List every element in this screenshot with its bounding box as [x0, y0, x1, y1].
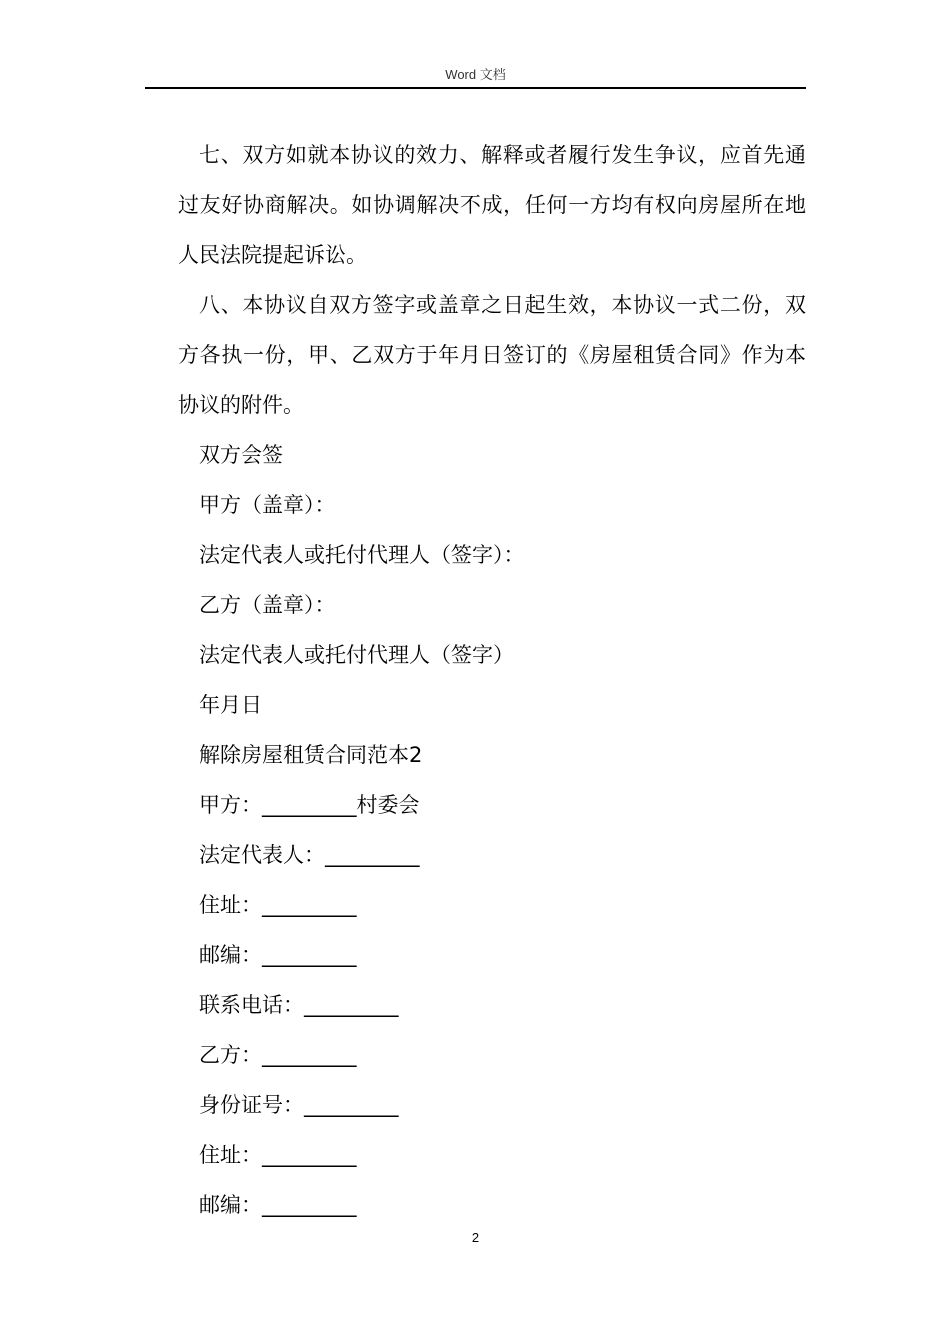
party-b-address-field: 住址：_________	[199, 1143, 357, 1167]
party-b-field: 乙方：_________	[199, 1043, 357, 1067]
party-a-address-field: 住址：_________	[199, 893, 357, 917]
clause-eight: 八、本协议自双方签字或盖章之日起生效，本协议一式二份，双方各执一份，甲、乙双方于年月日签订的《房屋租赁合同》作为本协议的附件。	[178, 293, 806, 417]
page-header: Word 文档	[445, 67, 506, 82]
date-line: 年月日	[199, 693, 262, 717]
page-number: 2	[471, 1230, 480, 1245]
signing-heading: 双方会签	[199, 443, 283, 467]
clause-seven: 七、双方如就本协议的效力、解释或者履行发生争议，应首先通过友好协商解决。如协调解决不成，任何一方均有权向房屋所在地人民法院提起诉讼。	[178, 143, 806, 267]
party-a-field: 甲方：_________村委会	[199, 793, 420, 817]
party-a-seal-line: 甲方（盖章）：	[199, 493, 336, 517]
phone-field: 联系电话：_________	[199, 993, 399, 1017]
header-rule	[145, 87, 806, 89]
id-number-field: 身份证号：_________	[199, 1093, 399, 1117]
party-a-representative-line: 法定代表人或托付代理人（签字）：	[199, 543, 525, 567]
party-b-postcode-field: 邮编：_________	[199, 1193, 357, 1217]
template-title: 解除房屋租赁合同范本2	[199, 743, 423, 767]
party-b-seal-line: 乙方（盖章）：	[199, 593, 336, 617]
party-b-representative-line: 法定代表人或托付代理人（签字）	[199, 643, 514, 667]
party-a-postcode-field: 邮编：_________	[199, 943, 357, 967]
legal-representative-field: 法定代表人：_________	[199, 843, 420, 867]
document-body	[178, 130, 806, 1230]
